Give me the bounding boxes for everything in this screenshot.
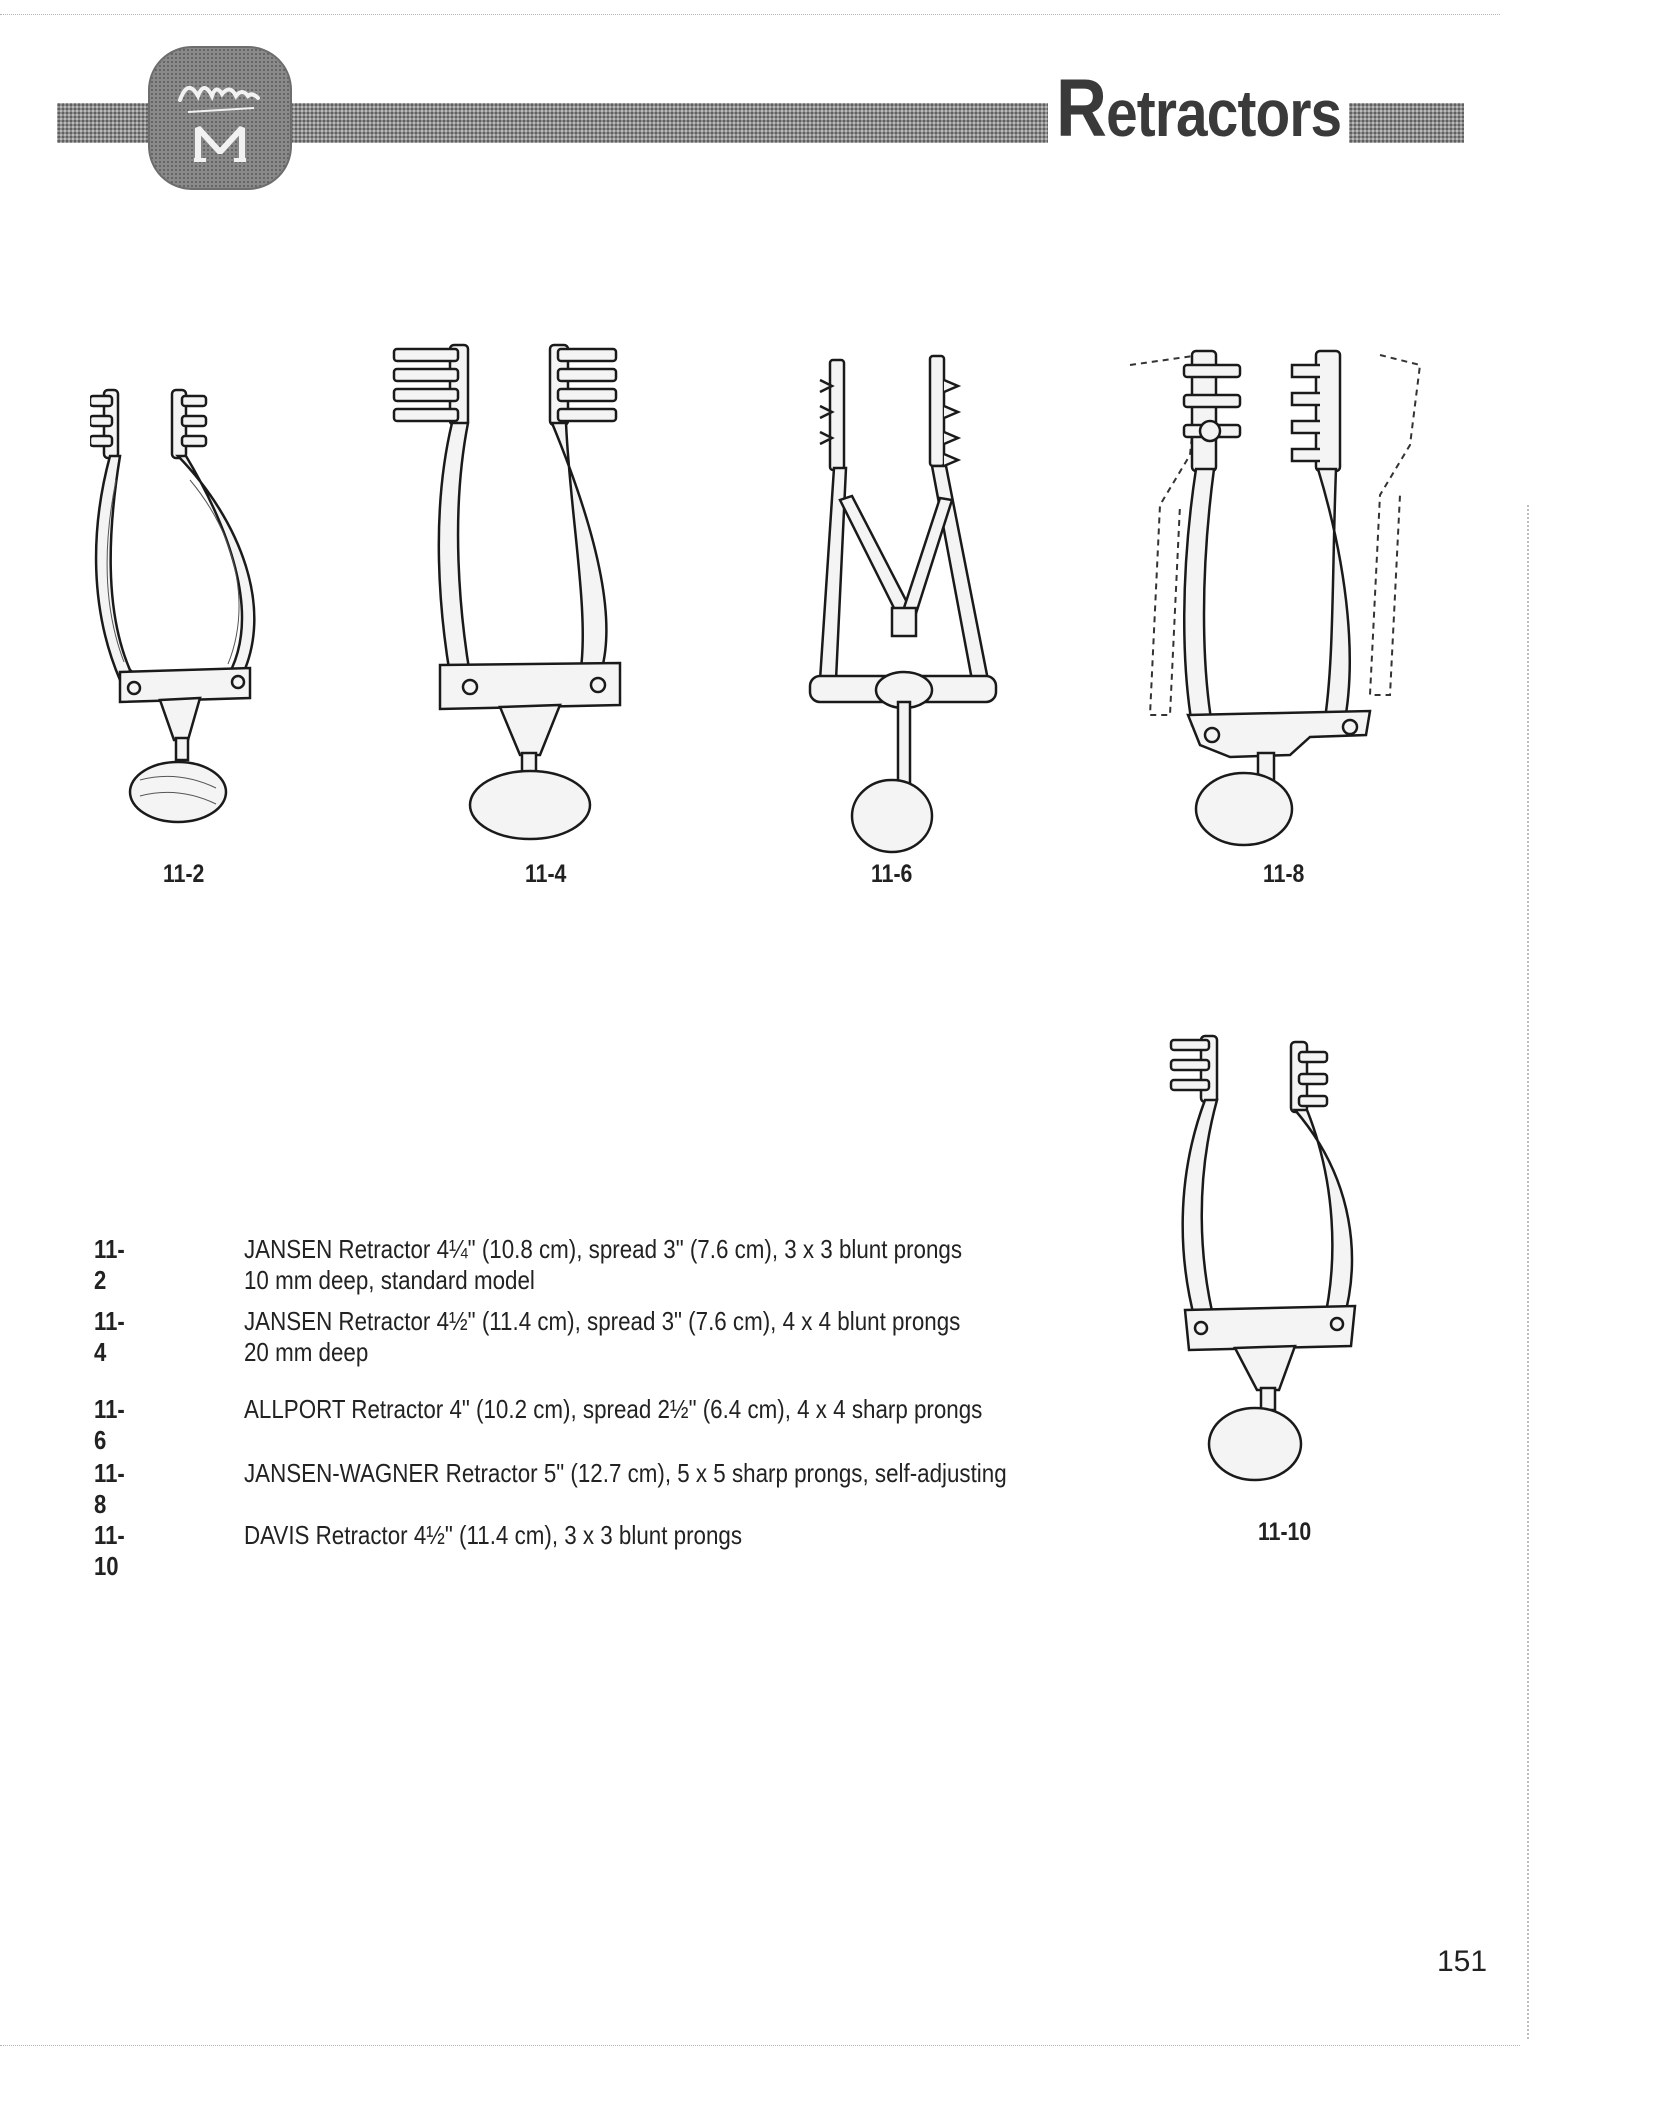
figure-label-11-8: 11-8 (1263, 860, 1305, 888)
item-code: 11-8 (94, 1458, 125, 1519)
figure-label-11-10: 11-10 (1258, 1518, 1312, 1546)
jansen-retractor-3x3-icon (90, 380, 290, 850)
figure-label-11-2: 11-2 (163, 860, 205, 888)
scan-edge-right (1527, 505, 1529, 2039)
item-code: 11-6 (94, 1394, 125, 1455)
figure-label-11-4: 11-4 (525, 860, 567, 888)
item-code: 11-10 (94, 1520, 125, 1581)
page-number: 151 (1437, 1945, 1488, 1978)
item-description: JANSEN Retractor 4½" (11.4 cm), spread 3" (7.6 cm), 4 x 4 blunt prongs 20 mm deep (244, 1306, 961, 1367)
item-description: ALLPORT Retractor 4" (10.2 cm), spread 2½" (6.4 cm), 4 x 4 sharp prongs (244, 1394, 983, 1424)
miltex-logo (148, 46, 292, 190)
item-description: JANSEN-WAGNER Retractor 5" (12.7 cm), 5 x 5 sharp prongs, self-adjusting (244, 1458, 1007, 1488)
item-description: DAVIS Retractor 4½" (11.4 cm), 3 x 3 blunt prongs (244, 1520, 743, 1550)
jansen-wagner-retractor-icon (1120, 335, 1440, 855)
item-code: 11-2 (94, 1234, 125, 1295)
item-description: JANSEN Retractor 4¼" (10.8 cm), spread 3" (7.6 cm), 3 x 3 blunt prongs 10 mm deep, standard model (244, 1234, 963, 1295)
scan-edge-bottom (0, 2045, 1520, 2046)
item-code: 11-4 (94, 1306, 125, 1367)
figure-label-11-6: 11-6 (871, 860, 913, 888)
page-title: Retractors (1056, 63, 1342, 154)
allport-retractor-icon (800, 350, 1030, 860)
davis-retractor-icon (1165, 1030, 1365, 1500)
header-band-left (57, 103, 157, 143)
header-band-center (290, 103, 1048, 143)
header-band-right (1349, 103, 1464, 143)
jansen-retractor-4x4-icon (390, 335, 650, 855)
scan-edge-top (0, 14, 1500, 15)
